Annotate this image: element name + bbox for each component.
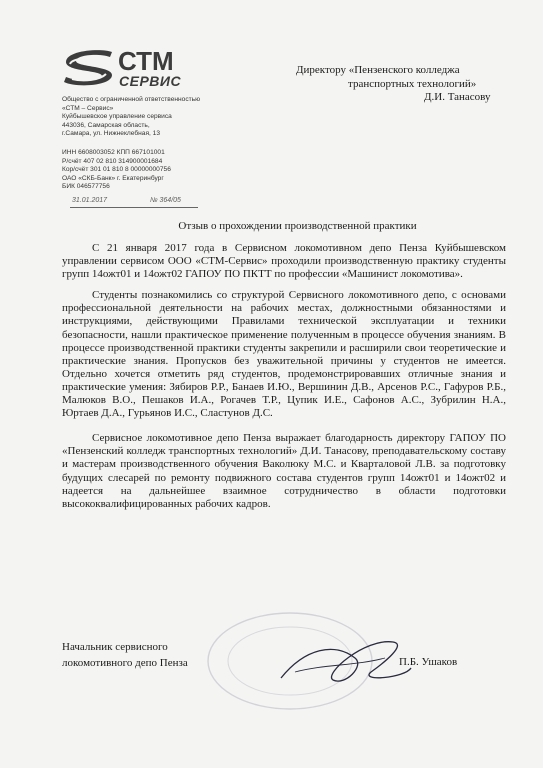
body-paragraph: С 21 января 2017 года в Сервисном локомотивном депо Пенза Куйбышевском управлении сервисом ООО «СТМ-Сервис» проходили производственную практику студенты групп 14ожт01 и 14ожт02 ГАПОУ ПО ПКТТ по профессии «Машинист локомотива». bbox=[62, 242, 506, 281]
company-logo bbox=[62, 44, 222, 90]
requisite-line: Р/счёт 407 02 810 314900001684 bbox=[62, 157, 163, 165]
requisite-line: ИНН 6608003052 КПП 667101001 bbox=[62, 148, 165, 156]
signatory-position: локомотивного депо Пенза bbox=[62, 656, 188, 669]
company-info bbox=[62, 96, 242, 192]
company-line: «СТМ – Сервис» bbox=[62, 104, 114, 112]
outgoing-number-line bbox=[70, 197, 198, 208]
body-paragraph: Студенты познакомились со структурой Сервисного локомотивного депо, с основами профессиональной деятельности на рабочих местах, должностными обязанностями и инструкциями, действующими Правилами технической эксплуатации и техники безопасности, нашли практическое применение полученным в процессе обучения знаниям. В процессе производственной практики студенты закрепили и расширили свои теоретические и практические знания. Пропусков без уважительной причины у студентов не имеется. Отдельно хочется отметить ряд студентов, продемонстрировавших отличные знания и практические умения: Зябиров Р.Р., Банаев И.Ю., Вершинин Д.В., Арсенов Р.С., Гафуров Р.Б., Малюков В.О., Пешаков И.А., Рогачев Т.Р., Цупик И.Е., Сафонов А.С., Зубрилин Н.А., Юртаев Д.А., Гурьянов И.С., Сластунов Д.С. bbox=[62, 289, 506, 420]
outgoing-date: 31.01.2017 bbox=[72, 197, 108, 204]
requisite-line: Кор/счёт 301 01 810 8 00000000756 bbox=[62, 166, 171, 174]
company-line: 443036, Самарская область, bbox=[62, 121, 150, 129]
outgoing-number: № 364/05 bbox=[150, 197, 181, 204]
body-paragraph: Сервисное локомотивное депо Пенза выражает благодарность директору ГАПОУ ПО «Пензенский колледж транспортных технологий» Д.И. Танасову, преподавательскому составу и мастерам производственного обучения Ваколюку М.С. и Кварталовой Л.В. за подготовку будущих слесарей по ремонту подвижного состава студентов групп 14ожт01 и 14ожт02 и надеется на дальнейшее взаимное сотрудничество в области подготовки высококвалифицированных рабочих кадров. bbox=[62, 432, 506, 510]
logo-wordmark-top: СТМ bbox=[118, 46, 174, 76]
requisite-line: БИК 046577756 bbox=[62, 183, 110, 191]
addressee-line: Директору «Пензенского колледжа bbox=[296, 64, 460, 76]
logo-wordmark-bottom: СЕРВИС bbox=[119, 73, 182, 89]
company-line: г.Самара, ул. Нижнеклебная, 13 bbox=[62, 130, 161, 138]
company-line: Куйбышевское управление сервиса bbox=[62, 113, 172, 121]
addressee-line: Д.И. Танасову bbox=[424, 91, 491, 104]
addressee-line: транспортных технологий» bbox=[348, 77, 477, 90]
document-title: Отзыв о прохождении производственной практики bbox=[178, 220, 417, 232]
requisite-line: ОАО «СКБ-Банк» г. Екатеринбург bbox=[62, 174, 164, 182]
signature-block bbox=[62, 640, 506, 671]
signatory-name: П.Б. Ушаков bbox=[399, 656, 458, 668]
document-body bbox=[62, 242, 506, 511]
stm-logo-icon bbox=[62, 44, 222, 90]
addressee-block bbox=[296, 64, 506, 105]
company-line: Общество с ограниченной ответственностью bbox=[62, 96, 201, 103]
signatory-position: Начальник сервисного bbox=[62, 641, 168, 653]
